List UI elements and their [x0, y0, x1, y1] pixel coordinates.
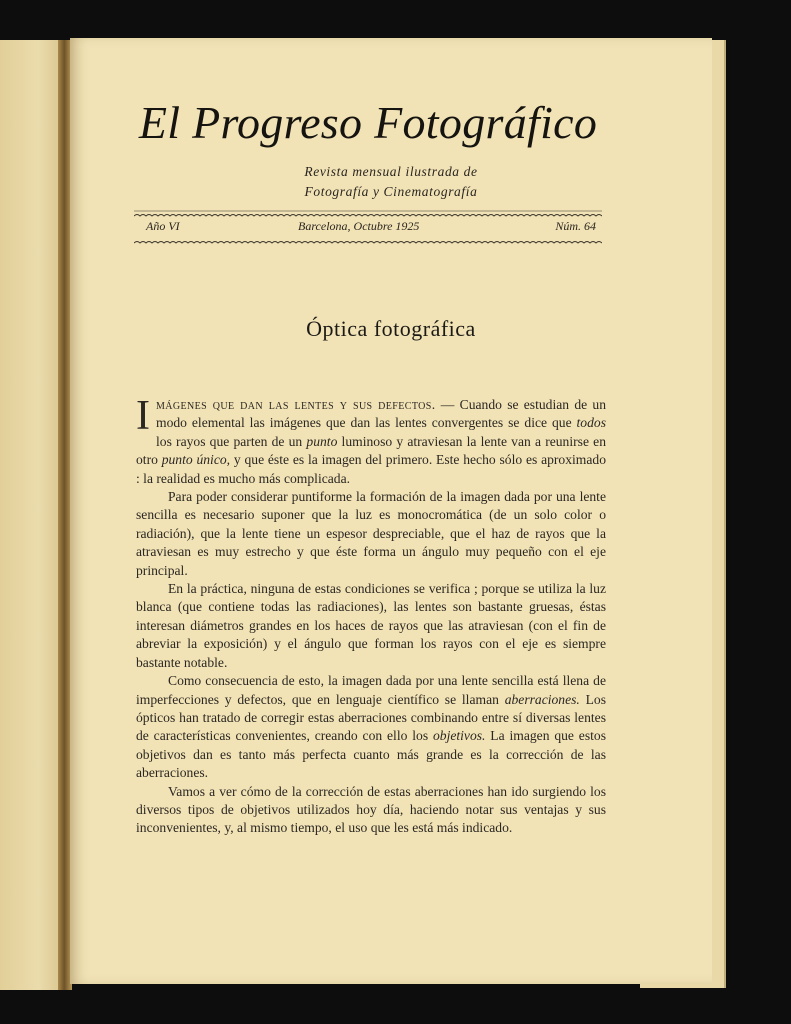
paragraph-5: Vamos a ver cómo de la corrección de estas aberraciones han ido surgiendo los diversos tipos de objetivos utilizados hoy día, haciendo notar sus ventajas y sus inconvenientes, y, al mismo tiempo, el uso que les está más indicado.: [136, 783, 606, 836]
section-lead: mágenes que dan las lentes y sus defectos.: [156, 397, 436, 412]
issue-number: Núm. 64: [555, 219, 596, 233]
italic-run: punto único,: [161, 452, 231, 468]
paragraph-2: Para poder considerar puntiforme la formación de la imagen dada por una lente sencilla es necesario suponer que la luz es monocromática (de un solo color o radiación), que la lente tiene un espesor despreciable, que el haz de rayos que la atraviesan es muy estrecho y que éste forma un ángulo muy pequeño con el eje principal.: [136, 489, 606, 578]
text-run: Los ópticos han tratado de corregir estas aberraciones combinando entre sí diversas lentes de características convenientes, creando con ello los: [136, 691, 606, 744]
text-run: — Cuando se estudian de un modo elemental las imágenes que dan las lentes convergentes se dice que: [156, 397, 606, 431]
paragraph-1: [136, 393, 607, 488]
italic-run: punto: [306, 433, 338, 449]
drop-cap: I: [136, 393, 150, 439]
issue-place-date: Barcelona, Octubre 1925: [298, 219, 420, 233]
masthead-title: El Progreso Fotográfico: [138, 97, 598, 148]
italic-run: objetivos.: [432, 728, 486, 744]
article-body: [136, 393, 607, 838]
italic-run: aberraciones.: [504, 691, 580, 707]
bottom-wavy-rule: [134, 238, 602, 246]
paragraph-4: [136, 672, 606, 782]
issue-year: Año VI: [146, 219, 180, 233]
masthead-subtitle: [190, 162, 592, 202]
top-wavy-rule: [134, 210, 602, 218]
text-run: Como consecuencia de esto, la imagen dada por una lente sencilla está llena de imperfecciones y defectos, que en lenguaje científico se llaman: [136, 673, 606, 707]
issue-line: [146, 219, 596, 237]
magazine-page: [70, 38, 712, 984]
text-run: y que éste es la imagen del primero. Este hecho sólo es aproximado : la realidad es mucho más complicada.: [136, 452, 607, 486]
italic-run: todos: [576, 415, 606, 431]
subtitle-line-1: Revista mensual ilustrada de: [304, 164, 478, 179]
text-run: La imagen que estos objetivos dan es tanto más perfecta cuanto más grande es la corrección de las aberraciones.: [136, 728, 606, 781]
article-title: Óptica fotográfica: [306, 316, 476, 341]
subtitle-line-2: Fotografía y Cinematografía: [304, 184, 478, 199]
left-page: [0, 40, 64, 990]
text-run: luminoso y atraviesan la lente van a reunirse en otro: [136, 433, 606, 468]
text-run: los rayos que parten de un: [156, 433, 307, 449]
paragraph-3: En la práctica, ninguna de estas condiciones se verifica ; porque se utiliza la luz blanca (que contiene todas las radiaciones), las lentes son bastante gruesas, éstas interesan diámetros grandes en los haces de rayos que las atraviesan (con el fin de abreviar la exposición) y el ángulo que forman los rayos con el eje es siempre bastante notable.: [136, 581, 606, 670]
